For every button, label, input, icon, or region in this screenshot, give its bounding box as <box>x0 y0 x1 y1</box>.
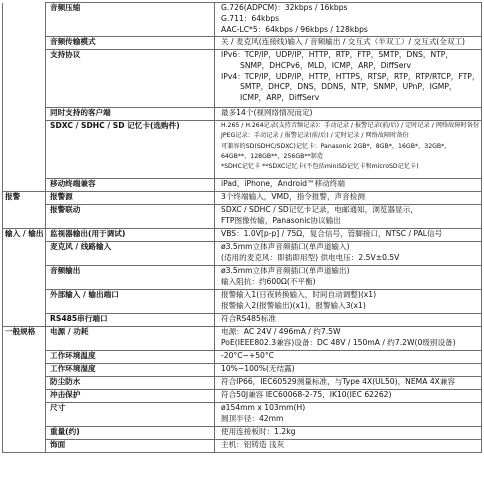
spec-value-line: PoE(IEEE802.3兼容)设备：DC 48V / 150mA / 约7.2W(0级别设备) <box>221 337 456 347</box>
spec-value-line: ø154mm x 103mm(H) <box>221 403 306 412</box>
spec-label: 麦克风 / 线路输入 <box>46 242 215 266</box>
spec-value-line: 可兼容的SD(SDHC/SDXC)记忆卡：Panasonic 2GB*，8GB*，16GB*，32GB*， <box>221 142 451 150</box>
spec-label: 工作环境湿度 <box>46 364 215 377</box>
spec-label: 移动终端兼容 <box>46 179 215 192</box>
category-cell <box>3 205 46 229</box>
category-cell <box>3 266 46 290</box>
spec-row <box>3 179 482 192</box>
spec-label: 监视器输出(用于调试) <box>46 229 215 242</box>
spec-value-line: 输入阻抗：约600Ω(不平衡) <box>221 276 316 286</box>
spec-value-line: ø3.5mm立体声音频插口(单声道输入) <box>221 242 350 251</box>
category-cell <box>3 403 46 427</box>
spec-row <box>3 351 482 364</box>
category-cell <box>3 351 46 364</box>
category-cell <box>3 364 46 377</box>
spec-value-line: ø3.5mm立体声音频插口(单声道输出) <box>221 266 350 275</box>
spec-label: 工作环境温度 <box>46 351 215 364</box>
spec-value-line: FTP图像传输，Panasonic协议输出 <box>221 215 341 225</box>
spec-value <box>215 314 482 327</box>
spec-value-line: 最多14个(视网络情况而定) <box>221 108 313 117</box>
spec-row <box>3 37 482 50</box>
spec-value-line: 64GB**，128GB**，256GB**制造 <box>221 152 323 160</box>
category-cell: 输入 / 输出 <box>3 229 46 242</box>
spec-label: RS485串行端口 <box>46 314 215 327</box>
spec-table <box>2 2 482 453</box>
spec-value-line: 电源：AC 24V / 496mA / 约7.5W <box>221 327 341 336</box>
category-cell <box>3 290 46 314</box>
spec-value <box>215 290 482 314</box>
spec-label: 同时支持的客户端 <box>46 108 215 121</box>
spec-value-line: -20°C~+50°C <box>221 351 274 360</box>
spec-label: 冲击保护 <box>46 390 215 403</box>
spec-row <box>3 3 482 37</box>
spec-value-line: SDXC / SDHC / SD记忆卡记录，电邮通知，浏览器显示， <box>221 205 418 214</box>
spec-value-line: 报警输入2(报警输出)(x1)，报警输入3(x1) <box>221 300 366 310</box>
spec-value-line: H.265 / H.264记录(支持音频记录)：手动记录 / 报警记录(前/后) / 定时记录 / 网络故障时备份 <box>221 122 480 129</box>
spec-label: 音频输出 <box>46 266 215 290</box>
spec-value <box>215 205 482 229</box>
category-cell <box>3 3 46 37</box>
spec-value <box>215 192 482 205</box>
spec-value <box>215 440 482 453</box>
spec-label: 电源 / 功耗 <box>46 327 215 351</box>
spec-row <box>3 192 482 205</box>
spec-value <box>215 229 482 242</box>
spec-row <box>3 50 482 108</box>
spec-value <box>215 403 482 427</box>
spec-value <box>215 364 482 377</box>
spec-row <box>3 266 482 290</box>
spec-row <box>3 314 482 327</box>
spec-row <box>3 108 482 121</box>
spec-label: 防尘防水 <box>46 377 215 390</box>
spec-row <box>3 242 482 266</box>
spec-row <box>3 403 482 427</box>
spec-value <box>215 351 482 364</box>
spec-value <box>215 266 482 290</box>
spec-value-line: (适用的麦克风：即插即用型) 供电电压：2.5V±0.5V <box>221 252 400 262</box>
spec-row <box>3 121 482 179</box>
spec-value-line: *SDHC记忆卡 **SDXC记忆卡(不包括miniSD记忆卡和microSD记忆卡) <box>221 163 419 171</box>
spec-row <box>3 205 482 229</box>
spec-value-line: 主机：铝铸造 浅灰 <box>221 440 285 449</box>
spec-value-line: AAC-LC*5：64kbps / 96kbps / 128kbps <box>221 24 368 34</box>
spec-value-line: SMTP，DHCP，DNS，DDNS，NTP，SNMP，UPnP，IGMP， <box>240 82 457 92</box>
spec-label: 尺寸 <box>46 403 215 427</box>
spec-value <box>215 242 482 266</box>
spec-value <box>215 377 482 390</box>
category-cell <box>3 242 46 266</box>
spec-table-body <box>3 3 482 453</box>
spec-value-line: 3个终端输入，VMD，指令报警，声音检测 <box>221 192 365 201</box>
spec-label: 音频传输模式 <box>46 37 215 50</box>
spec-value <box>215 327 482 351</box>
spec-row <box>3 390 482 403</box>
spec-value <box>215 390 482 403</box>
spec-label: 饰面 <box>46 440 215 453</box>
spec-value <box>215 179 482 192</box>
category-cell: 一般规格 <box>3 327 46 351</box>
category-cell <box>3 179 46 192</box>
spec-value-line: IPv6：TCP/IP，UDP/IP，HTTP，RTP，FTP，SMTP，DNS，NTP， <box>221 50 453 59</box>
category-cell <box>3 390 46 403</box>
spec-row <box>3 229 482 242</box>
spec-row <box>3 327 482 351</box>
spec-label: 外部输入 / 输出端口 <box>46 290 215 314</box>
category-cell: 报警 <box>3 192 46 205</box>
spec-row <box>3 364 482 377</box>
spec-row <box>3 290 482 314</box>
category-cell <box>3 108 46 121</box>
spec-value-line: 符合IP66，IEC60529测量标准，与Type 4X(UL50)，NEMA 4X兼容 <box>221 377 456 386</box>
spec-value-line: G.726(ADPCM)：32kbps / 16kbps <box>221 3 348 12</box>
spec-value-line: 符合RS485标准 <box>221 314 276 323</box>
spec-value-line: iPad，iPhone，Android™移动终端 <box>221 179 345 188</box>
spec-row <box>3 427 482 440</box>
spec-value-line: 符合50J兼容 IEC60068-2-75，IK10(IEC 62262) <box>221 390 392 399</box>
spec-value-line: 关 / 麦克风(连接线)输入 / 音频输出 / 交互式（半双工）/ 交互式(全双工) <box>221 37 466 46</box>
spec-label: SDXC / SDHC / SD 记忆卡(选购件) <box>46 121 215 179</box>
spec-value-line: IPv4：TCP/IP，UDP/IP，HTTP，HTTPS，RTSP，RTP，RTP/RTCP，FTP， <box>221 71 480 81</box>
spec-label: 报警源 <box>46 192 215 205</box>
spec-value <box>215 3 482 37</box>
spec-value-line: ICMP，ARP，DiffServ <box>240 93 320 103</box>
spec-value <box>215 37 482 50</box>
spec-label: 重量(约) <box>46 427 215 440</box>
category-cell <box>3 440 46 453</box>
spec-value-line: G.711：64kbps <box>221 13 280 23</box>
spec-value <box>215 121 482 179</box>
spec-label: 报警联动 <box>46 205 215 229</box>
category-cell <box>3 37 46 50</box>
spec-row <box>3 440 482 453</box>
category-cell <box>3 427 46 440</box>
spec-row <box>3 377 482 390</box>
spec-value-line: JPEG记录：手动记录 / 报警记录(前/后) / 定时记录 / 网络故障时备份 <box>221 132 409 140</box>
category-cell <box>3 121 46 179</box>
spec-value-line: SNMP，DHCPv6，MLD，ICMP，ARP，DiffServ <box>240 60 412 70</box>
spec-value-line: 使用连接板时：1.2kg <box>221 427 296 436</box>
spec-label: 音频压缩 <box>46 3 215 37</box>
category-cell <box>3 314 46 327</box>
spec-value-line: VBS：1.0V[p-p] / 75Ω，复合信号，管脚接口，NTSC / PAL信号 <box>221 229 443 238</box>
spec-value-line: 圆顶半径：42mm <box>221 413 284 423</box>
category-cell <box>3 377 46 390</box>
spec-value <box>215 50 482 108</box>
spec-value <box>215 427 482 440</box>
spec-label: 支持协议 <box>46 50 215 108</box>
spec-value-line: 10%~100%(无结露) <box>221 364 295 373</box>
category-cell <box>3 50 46 108</box>
spec-value-line: 报警输入1(日夜转换输入，时间自动调整)(x1) <box>221 290 377 299</box>
spec-value <box>215 108 482 121</box>
